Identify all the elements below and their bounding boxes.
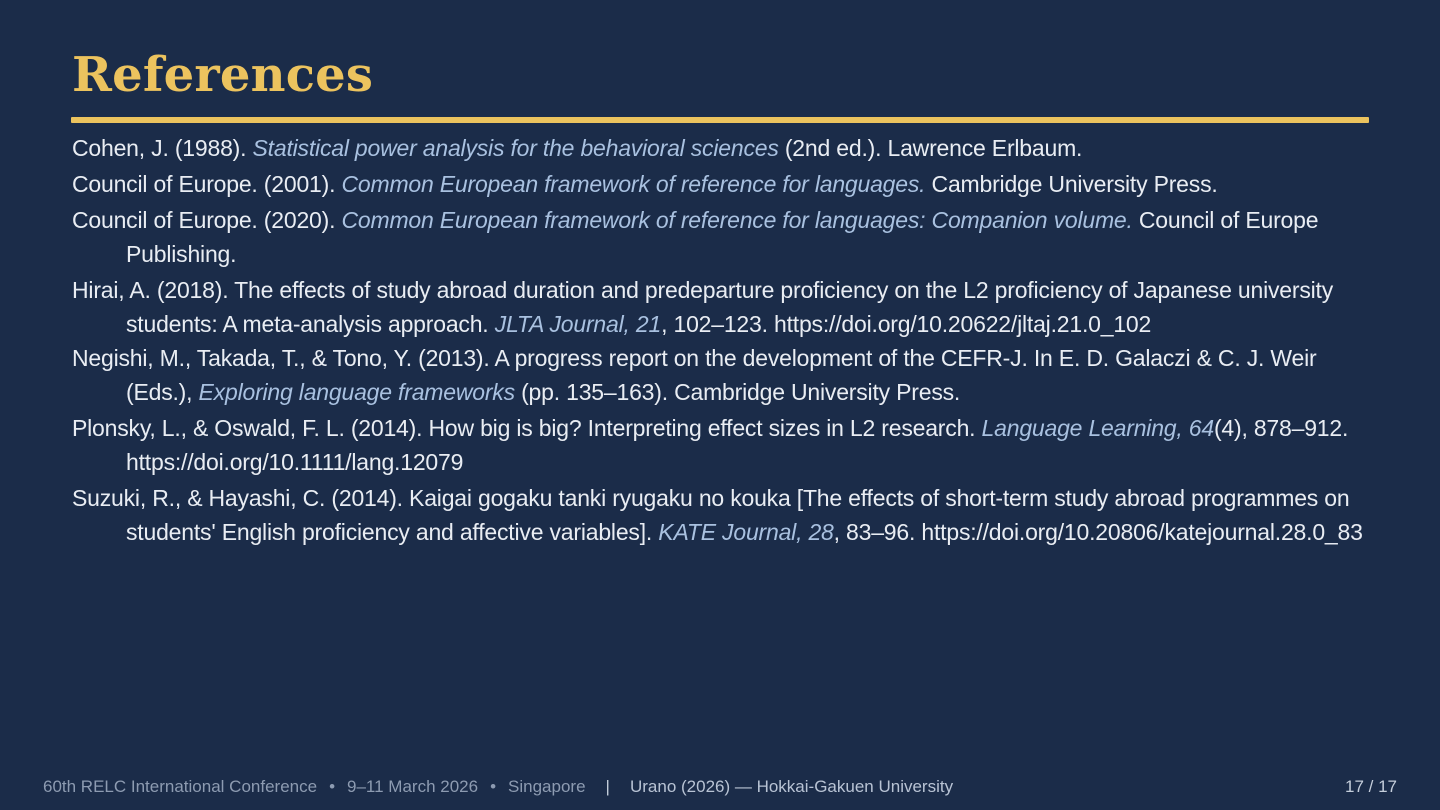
slide-footer — [43, 775, 1397, 799]
reference-item — [72, 131, 1372, 165]
title-underline — [71, 117, 1369, 123]
reference-text: Council of Europe Publishing. — [126, 207, 1319, 267]
footer-conference: 60th RELC International Conference — [43, 777, 318, 796]
reference-item — [72, 481, 1372, 549]
reference-title: Statistical power analysis for the behavioral sciences — [252, 135, 779, 161]
footer-dates: 9–11 March 2026 — [347, 777, 479, 796]
footer-bullet: • — [329, 777, 336, 796]
reference-title: JLTA Journal, 21 — [494, 311, 662, 337]
reference-text: Suzuki, R., & Hayashi, C. (2014). Kaigai gogaku tanki ryugaku no kouka [The effects of short-term study abroad programmes on students' English proficiency and affective variables]. — [72, 485, 1350, 545]
reference-text: , 83–96. https://doi.org/10.20806/katejournal.28.0_83 — [833, 519, 1363, 545]
reference-text: Cohen, J. (1988). — [72, 135, 253, 161]
reference-item — [72, 411, 1372, 479]
reference-text: (pp. 135–163). Cambridge University Press. — [514, 379, 961, 405]
reference-text: (4), 878–912. https://doi.org/10.1111/lang.12079 — [126, 415, 1349, 475]
reference-item — [72, 203, 1372, 271]
reference-item — [72, 341, 1372, 409]
slide-title: References — [72, 47, 374, 103]
footer-bullet: • — [490, 777, 497, 796]
reference-text: Cambridge University Press. — [925, 171, 1218, 197]
footer-divider: | — [605, 777, 610, 796]
reference-title: Language Learning, 64 — [981, 415, 1214, 441]
reference-title: Common European framework of reference for languages. — [341, 171, 926, 197]
reference-list — [72, 131, 1372, 551]
reference-text: Negishi, M., Takada, T., & Tono, Y. (2013). A progress report on the development of the CEFR-J. In E. D. Galaczi & C. J. Weir (Eds.), — [72, 345, 1317, 405]
reference-text: , 102–123. https://doi.org/10.20622/jltaj.21.0_102 — [661, 311, 1152, 337]
reference-text: Hirai, A. (2018). The effects of study abroad duration and predeparture proficiency on the L2 proficiency of Japanese university students: A meta-analysis approach. — [72, 277, 1334, 337]
reference-text: (2nd ed.). Lawrence Erlbaum. — [778, 135, 1083, 161]
footer-author: Urano (2026) — Hokkai-Gakuen University — [629, 777, 954, 796]
page-number: 17 / 17 — [1345, 777, 1397, 796]
reference-title: KATE Journal, 28 — [658, 519, 834, 545]
footer-location: Singapore — [508, 777, 586, 796]
reference-title: Exploring language frameworks — [198, 379, 515, 405]
reference-item — [72, 273, 1372, 341]
reference-item — [72, 167, 1372, 201]
reference-text: Council of Europe. (2001). — [72, 171, 342, 197]
reference-text: Plonsky, L., & Oswald, F. L. (2014). How big is big? Interpreting effect sizes in L2 research. — [72, 415, 982, 441]
reference-title: Common European framework of reference for languages: Companion volume. — [341, 207, 1133, 233]
reference-text: Council of Europe. (2020). — [72, 207, 342, 233]
